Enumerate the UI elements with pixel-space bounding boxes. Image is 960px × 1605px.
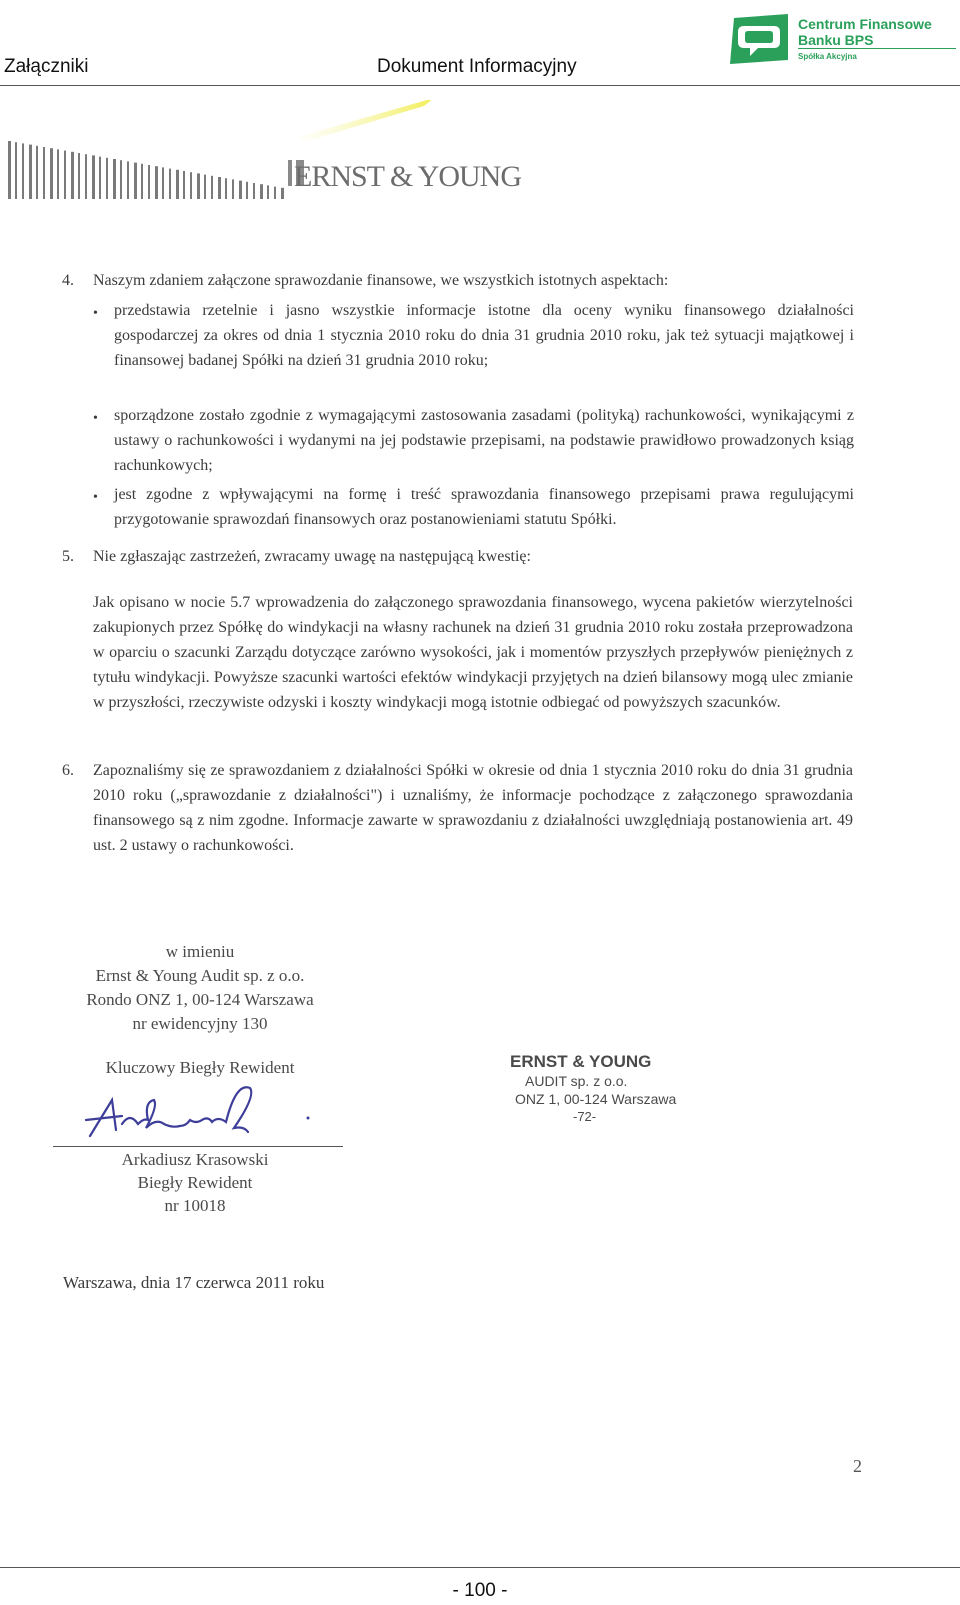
bullet-marker: • <box>93 490 98 505</box>
footer-page-number: - 100 - <box>452 1580 508 1601</box>
ernst-young-logo-text: ERNST & YOUNG <box>294 160 522 193</box>
cf-logo-line3: Spółka Akcyjna <box>798 52 857 61</box>
signature-on-behalf: w imieniu <box>165 942 235 961</box>
header-document-title: Dokument Informacyjny <box>377 56 577 77</box>
scan-page-number: 2 <box>853 1456 862 1476</box>
cf-emblem-icon <box>730 14 792 64</box>
stamp-line3: ONZ 1, 00-124 Warszawa <box>515 1091 677 1107</box>
note-paragraph: Jak opisano w nocie 5.7 wprowadzenia do załączonego sprawozdania finansowego, wycena pakietów wierzytelności zakupionych przez Spółkę do windykacji na własny rachunek na dzień 31 grudnia 2010 roku została przeprowadzona w oparciu o szacunki Zarządu dotyczące zarówno wysokości, jak i momentów przyszłych przepływów pieniężnych z tytułu windykacji. Powyższe szacunki wartości efektów windykacji przyjętych na dzień bilansowy mogą ulec zmianie w przyszłości, rzeczywiste odzyski i koszty windykacji mogą istotnie odbiegać od powyższych szacunków. <box>93 594 853 711</box>
stamp-line2: AUDIT sp. z o.o. <box>525 1073 628 1089</box>
signature-address: Rondo ONZ 1, 00-124 Warszawa <box>86 990 314 1009</box>
signer-title: Biegły Rewident <box>137 1173 253 1192</box>
signature-firm: Ernst & Young Audit sp. z o.o. <box>95 966 305 985</box>
item-text-4: Naszym zdaniem załączone sprawozdanie finansowe, we wszystkich istotnych aspektach: <box>93 272 669 289</box>
signature-registry: nr ewidencyjny 130 <box>132 1014 268 1033</box>
signature-role: Kluczowy Biegły Rewident <box>105 1058 295 1077</box>
item-text-5: Nie zgłaszając zastrzeżeń, zwracamy uwagę na następującą kwestię: <box>93 548 531 565</box>
cf-logo-line2: Banku BPS <box>798 32 874 48</box>
item-number-5: 5. <box>62 548 74 565</box>
bullet-text-1: przedstawia rzetelnie i jasno wszystkie informacje istotne dla oceny wyniku finansowego działalności gospodarczej za okres od dnia 1 stycznia 2010 roku do dnia 31 grudnia 2010 roku, jak też sytuacji majątkowej i finansowej badanej Spółki na dzień 31 grudnia 2010 roku; <box>114 302 854 369</box>
item-number-4: 4. <box>62 272 74 289</box>
bullet-marker: • <box>93 411 98 426</box>
signing-date: Warszawa, dnia 17 czerwca 2011 roku <box>63 1273 325 1292</box>
item-text-6: Zapoznaliśmy się ze sprawozdaniem z działalności Spółki w okresie od dnia 1 stycznia 2010 roku do dnia 31 grudnia 2010 roku („sprawozdanie z działalności") i uznaliśmy, że informacje pochodzące z załączonego sprawozdania finansowego są z nim zgodne. Informacje zawarte w sprawozdaniu z działalności uwzględniają postanowienia art. 49 ust. 2 ustawy o rachunkowości. <box>93 762 853 854</box>
cf-logo-line1: Centrum Finansowe <box>798 16 932 32</box>
centrum-finansowe-logo <box>730 14 956 68</box>
handwritten-signature-icon <box>82 1080 322 1144</box>
signer-name: Arkadiusz Krasowski <box>121 1150 269 1169</box>
stamp-line4: -72- <box>573 1109 597 1124</box>
bullet-text-3: jest zgodne z wpływającymi na formę i treść sprawozdania finansowego przepisami prawa regulującymi przygotowanie sprawozdań finansowych oraz postanowieniami statutu Spółki. <box>114 486 854 528</box>
footer-divider <box>0 1567 960 1568</box>
cf-logo-rule <box>798 48 956 49</box>
stamp-line1: ERNST & YOUNG <box>510 1052 652 1071</box>
bullet-marker: • <box>93 306 98 321</box>
bullet-text-2: sporządzone zostało zgodnie z wymagającymi zastosowania zasadami (polityką) rachunkowości, wynikającymi z ustawy o rachunkowości i wydanymi na jej podstawie przepisami, na podstawie prawidłowo prowadzonych ksiąg rachunkowych; <box>114 407 854 474</box>
signer-number: nr 10018 <box>164 1196 226 1215</box>
header-left-title: Załączniki <box>4 56 89 77</box>
signature-line <box>53 1146 343 1147</box>
item-number-6: 6. <box>62 762 74 779</box>
header-divider <box>0 85 960 86</box>
